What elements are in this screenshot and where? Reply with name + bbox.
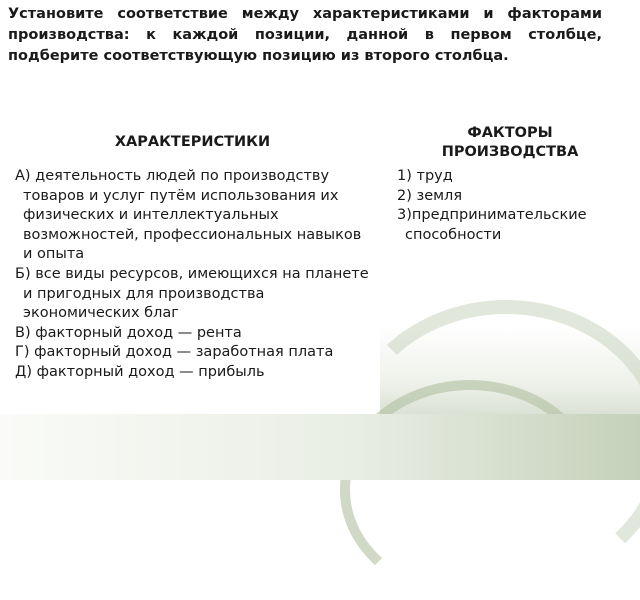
characteristics-header: ХАРАКТЕРИСТИКИ xyxy=(114,134,271,150)
factors-header: ФАКТОРЫ ПРОИЗВОДСТВА xyxy=(441,125,579,160)
factor-item-1: 1) труд xyxy=(397,168,453,184)
decorative-bottom-band xyxy=(0,414,640,480)
characteristic-item-b: Б) все виды ресурсов, имеющихся на планете и пригодных для производства экономических благ xyxy=(15,265,369,322)
characteristics-list xyxy=(15,167,375,383)
characteristic-item-g: Г) факторный доход — заработная плата xyxy=(15,344,334,361)
factor-item-2: 2) земля xyxy=(397,187,463,204)
factors-list xyxy=(397,167,612,245)
task-title: Установите соответствие между характеристиками и факторами производства: к каждой позиции, данной в первом столбце, подберите соответствующую позицию из второго столбца. xyxy=(8,6,602,64)
characteristic-item-v: В) факторный доход — рента xyxy=(15,324,242,341)
factor-item-3: 3)предпринимательские способности xyxy=(397,207,587,243)
characteristic-item-d: Д) факторный доход — прибыль xyxy=(15,363,265,380)
characteristic-item-a: А) деятельность людей по производству товаров и услуг путём использования их физических и интеллектуальных возможностей, профессиональных навыков и опыта xyxy=(15,168,362,263)
decorative-swirl-small xyxy=(340,380,600,600)
